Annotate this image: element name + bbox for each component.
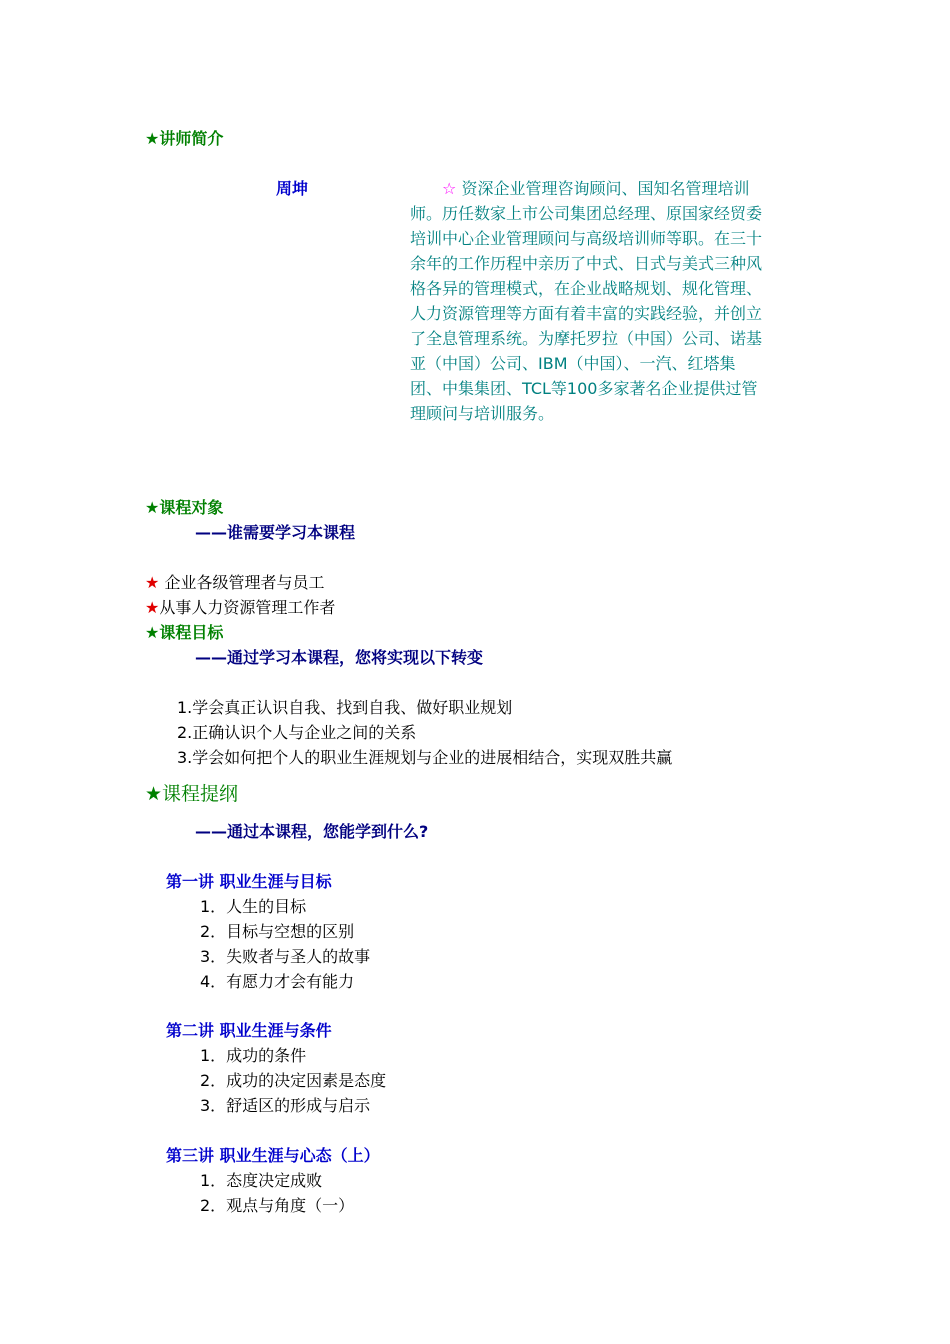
lecture-title: 第一讲 职业生涯与目标 [166,872,332,891]
goals-subheading: ——通过学习本课程，您将实现以下转变 [195,648,484,667]
instructor-name: 周坤 [276,179,309,198]
red-star-icon: ★ [145,573,160,592]
lecture-items [200,1168,354,1218]
goal-item: 2.正确认识个人与企业之间的关系 [177,723,417,742]
bio-line: 了全息管理系统。为摩托罗拉（中国）公司、诺基 [410,329,763,348]
lecture-item: 2．成功的决定因素是态度 [200,1071,387,1090]
goal-item: 1.学会真正认识自我、找到自我、做好职业规划 [177,698,513,717]
lecture-item: 3．失败者与圣人的故事 [200,947,371,966]
audience-item: ★从事人力资源管理工作者 [145,598,336,617]
instructor-bio [410,176,782,426]
bio-line: 亚（中国）公司、IBM（中国）、一汽、红塔集 [410,354,736,373]
outline-heading-text: 课程提纲 [162,783,239,805]
bio-line: 格各异的管理模式，在企业战略规划、规化管理、 [410,279,763,298]
bio-line: ☆ 资深企业管理咨询顾问、国知名管理培训 [442,179,750,198]
instructor-heading-text: 讲师简介 [159,129,224,148]
black-star-icon: ★ [145,129,160,148]
lecture-item: 2．目标与空想的区别 [200,922,355,941]
lecture-item: 4．有愿力才会有能力 [200,972,355,991]
goals-section-heading [145,620,223,645]
lecture-items [200,1043,386,1118]
audience-item: ★ 企业各级管理者与员工 [145,573,325,592]
audience-section-heading [145,495,223,520]
goal-item: 3.学会如何把个人的职业生涯规划与企业的进展相结合，实现双胜共赢 [177,748,673,767]
outline-subheading: ——通过本课程，您能学到什么? [195,822,429,841]
red-star-icon: ★ [145,598,160,617]
lecture-item: 1．成功的条件 [200,1046,307,1065]
lecture-item: 2．观点与角度（一） [200,1196,355,1215]
lecture-item: 1．态度决定成败 [200,1171,323,1190]
audience-subheading: ——谁需要学习本课程 [195,523,356,542]
bio-line: 团、中集集团、TCL等100多家著名企业提供过管 [410,379,758,398]
lecture-item: 3．舒适区的形成与启示 [200,1096,371,1115]
bio-line: 人力资源管理等方面有着丰富的实践经验，并创立 [410,304,763,323]
instructor-section-heading [145,126,223,151]
bio-line: 余年的工作历程中亲历了中式、日式与美式三种风 [410,254,763,273]
black-star-icon: ★ [145,623,160,642]
lecture-title: 第三讲 职业生涯与心态（上） [166,1146,380,1165]
bio-line: 理顾问与培训服务。 [410,404,555,423]
audience-heading-text: 课程对象 [159,498,224,517]
outline-section-heading [145,780,238,808]
lecture-item: 1．人生的目标 [200,897,307,916]
bio-line: 培训中心企业管理顾问与高级培训师等职。在三十 [410,229,763,248]
white-star-icon: ☆ [442,179,457,198]
goals-heading-text: 课程目标 [159,623,224,642]
bio-line: 师。历任数家上市公司集团总经理、原国家经贸委 [410,204,763,223]
black-star-icon: ★ [145,783,163,805]
lecture-items [200,894,370,994]
black-star-icon: ★ [145,498,160,517]
lecture-title: 第二讲 职业生涯与条件 [166,1021,332,1040]
goals-list [177,695,672,770]
